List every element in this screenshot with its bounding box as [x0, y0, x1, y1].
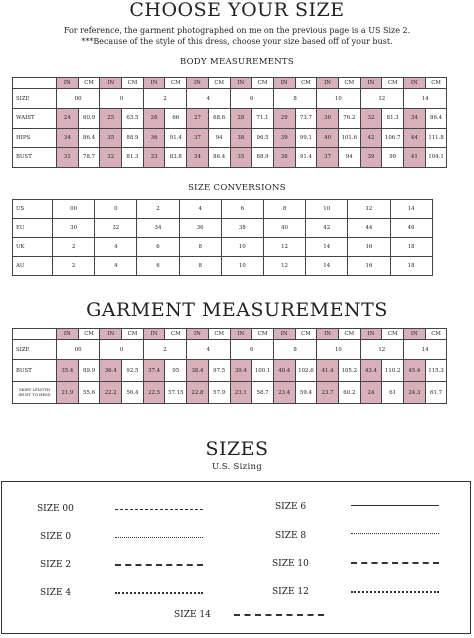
table-cell: 23.1 [230, 382, 252, 404]
table-cell: 34 [187, 148, 209, 168]
size-value: 6 [230, 340, 273, 360]
table-cell: 68.6 [208, 109, 230, 129]
table-cell: 4 [179, 200, 221, 219]
table-cell: 4 [95, 257, 137, 276]
table-cell: 00 [53, 200, 95, 219]
unit-header: IN [404, 329, 426, 340]
table-cell: 106.7 [382, 128, 404, 148]
table-cell: 27 [187, 109, 209, 129]
row-label: EU [13, 219, 53, 238]
table-cell: 36 [273, 148, 295, 168]
unit-header: IN [100, 78, 122, 89]
table-cell: 37.4 [143, 360, 165, 382]
row-label: BUST [13, 148, 57, 168]
table-cell: 61 [382, 382, 404, 404]
table-cell: 71.1 [252, 109, 274, 129]
table-cell: 35.4 [57, 360, 79, 382]
table-cell: 42 [360, 128, 382, 148]
table-row [13, 219, 433, 238]
table-cell: 59.4 [295, 382, 317, 404]
table-cell: 78.7 [78, 148, 100, 168]
table-cell: 58.7 [252, 382, 274, 404]
size-value: 4 [187, 340, 230, 360]
table-cell: 25 [100, 109, 122, 129]
table-cell: 2 [53, 257, 95, 276]
unit-header: CM [252, 329, 274, 340]
table-cell: 100.1 [252, 360, 274, 382]
table-cell: 16 [348, 257, 390, 276]
table-cell: 32 [100, 148, 122, 168]
size-line-6 [351, 505, 439, 506]
table-cell: 81.3 [382, 109, 404, 129]
table-cell: 22.2 [100, 382, 122, 404]
table-cell: 39.4 [230, 360, 252, 382]
units-row [13, 329, 447, 340]
unit-header: IN [273, 329, 295, 340]
table-cell: 36.4 [100, 360, 122, 382]
size-label: SIZE 8 [275, 531, 307, 541]
table-cell: 99 [382, 148, 404, 168]
size-value: 8 [273, 340, 316, 360]
table-cell: 24 [57, 109, 79, 129]
unit-header: IN [404, 78, 426, 89]
table-cell: 12 [263, 257, 305, 276]
blank-cell [13, 78, 57, 89]
table-cell: 8 [179, 238, 221, 257]
unit-header: CM [425, 78, 447, 89]
size-value: 6 [230, 89, 273, 109]
table-cell: 60.2 [338, 382, 360, 404]
table-cell: 32 [360, 109, 382, 129]
table-cell: 44 [404, 128, 426, 148]
table-cell: 76.2 [338, 109, 360, 129]
unit-header: CM [338, 78, 360, 89]
unit-header: IN [317, 329, 339, 340]
body-measurements-table [12, 77, 447, 168]
size-value: 4 [187, 89, 230, 109]
table-cell: 73.7 [295, 109, 317, 129]
size-line-0 [115, 537, 203, 538]
table-cell: 91.4 [295, 148, 317, 168]
table-cell: 104.1 [425, 148, 447, 168]
size-label: SIZE 4 [40, 588, 72, 598]
table-cell: 21.9 [57, 382, 79, 404]
garment-measurements-title: GARMENT MEASUREMENTS [86, 299, 388, 321]
table-cell: 10 [221, 238, 263, 257]
size-line-10 [351, 562, 439, 564]
table-cell: 18 [390, 257, 432, 276]
table-cell: 105.2 [338, 360, 360, 382]
table-cell: 33 [143, 148, 165, 168]
unit-header: CM [425, 329, 447, 340]
unit-header: IN [360, 329, 382, 340]
table-cell: 115.3 [425, 360, 447, 382]
table-cell: 88.9 [122, 128, 144, 148]
table-cell: 39 [273, 128, 295, 148]
row-label [13, 382, 57, 404]
row-label: SIZE [13, 89, 57, 109]
table-cell: 10 [306, 200, 348, 219]
table-cell: 36 [143, 128, 165, 148]
unit-header: CM [295, 329, 317, 340]
table-cell: 96.5 [252, 128, 274, 148]
table-cell: 4 [95, 238, 137, 257]
size-conversions-table [12, 199, 433, 276]
table-cell: 30 [53, 219, 95, 238]
table-cell: 101.6 [338, 128, 360, 148]
unit-header: CM [382, 78, 404, 89]
size-line-00 [115, 509, 203, 510]
table-cell: 88.9 [252, 148, 274, 168]
table-cell: 23.4 [273, 382, 295, 404]
row-label-line: SKIRT LENGTH [19, 386, 50, 392]
table-row [13, 109, 447, 129]
unit-header: CM [78, 78, 100, 89]
table-cell: 91.4 [165, 128, 187, 148]
size-value: 8 [273, 89, 316, 109]
units-row [13, 78, 447, 89]
table-cell: 35 [230, 148, 252, 168]
table-cell: 14 [390, 200, 432, 219]
table-cell: 38 [230, 128, 252, 148]
table-cell: 83.8 [165, 148, 187, 168]
sizes-title: SIZES [205, 438, 269, 460]
unit-header: CM [122, 329, 144, 340]
unit-header: CM [252, 78, 274, 89]
size-value: 2 [143, 340, 186, 360]
table-cell: 23.7 [317, 382, 339, 404]
table-cell: 34 [404, 109, 426, 129]
size-value: 14 [404, 89, 447, 109]
table-cell: 56.4 [122, 382, 144, 404]
row-label: WAIST [13, 109, 57, 129]
page-title: CHOOSE YOUR SIZE [129, 0, 345, 21]
size-line-8 [351, 533, 439, 534]
table-cell: 111.8 [425, 128, 447, 148]
unit-header: CM [208, 329, 230, 340]
table-cell: 61.7 [425, 382, 447, 404]
table-cell: 95 [165, 360, 187, 382]
unit-header: IN [57, 329, 79, 340]
table-cell: 37 [187, 128, 209, 148]
table-cell: 44 [348, 219, 390, 238]
table-cell: 94 [208, 128, 230, 148]
table-cell: 29 [273, 109, 295, 129]
table-cell: 102.6 [295, 360, 317, 382]
table-cell: 42 [306, 219, 348, 238]
size-value: 12 [360, 89, 403, 109]
table-cell: 37 [317, 148, 339, 168]
table-cell: 28 [230, 109, 252, 129]
table-cell: 2 [137, 200, 179, 219]
table-cell: 89.9 [78, 360, 100, 382]
size-label: SIZE 0 [40, 532, 72, 542]
size-label: SIZE 6 [275, 502, 307, 512]
unit-header: IN [230, 329, 252, 340]
size-value: 00 [57, 340, 100, 360]
table-cell: 2 [53, 238, 95, 257]
table-cell: 10 [221, 257, 263, 276]
table-cell: 22.5 [143, 382, 165, 404]
table-cell: 24.3 [404, 382, 426, 404]
table-cell: 16 [348, 238, 390, 257]
table-row [13, 200, 433, 219]
unit-header: IN [187, 78, 209, 89]
size-value: 12 [360, 340, 403, 360]
unit-header: CM [338, 329, 360, 340]
sizes-subtitle: U.S. Sizing [212, 462, 262, 472]
size-line-2 [115, 564, 203, 566]
table-cell: 110.2 [382, 360, 404, 382]
table-row [13, 148, 447, 168]
table-cell: 38.4 [187, 360, 209, 382]
table-cell: 26 [143, 109, 165, 129]
table-row [13, 360, 447, 382]
row-label: UK [13, 238, 53, 257]
reference-note: For reference, the garment photographed on me on the previous page is a US Size 2. [63, 26, 411, 35]
row-label: HIPS [13, 128, 57, 148]
table-cell: 18 [390, 238, 432, 257]
sizes-box [1, 481, 471, 634]
unit-header: IN [143, 329, 165, 340]
row-label: AU [13, 257, 53, 276]
table-row [13, 382, 447, 404]
row-label: US [13, 200, 53, 219]
table-cell: 40.4 [273, 360, 295, 382]
size-label: SIZE 2 [40, 560, 72, 570]
table-row [13, 238, 433, 257]
table-cell: 86.4 [208, 148, 230, 168]
table-cell: 38 [221, 219, 263, 238]
size-value: 10 [317, 340, 360, 360]
row-label: SIZE [13, 340, 57, 360]
unit-header: IN [187, 329, 209, 340]
unit-header: CM [122, 78, 144, 89]
table-cell: 41 [404, 148, 426, 168]
table-cell: 6 [137, 257, 179, 276]
table-cell: 0 [95, 200, 137, 219]
table-cell: 36 [179, 219, 221, 238]
size-row [13, 89, 447, 109]
table-cell: 41.4 [317, 360, 339, 382]
size-value: 0 [100, 89, 143, 109]
table-cell: 12 [348, 200, 390, 219]
unit-header: IN [317, 78, 339, 89]
size-value: 2 [143, 89, 186, 109]
size-value: 14 [404, 340, 447, 360]
size-value: 0 [100, 340, 143, 360]
table-cell: 14 [306, 257, 348, 276]
table-cell: 94 [338, 148, 360, 168]
blank-cell [13, 329, 57, 340]
row-label: BUST [13, 360, 57, 382]
table-row [13, 128, 447, 148]
unit-header: CM [165, 329, 187, 340]
table-cell: 60.9 [78, 109, 100, 129]
table-cell: 8 [263, 200, 305, 219]
garment-measurements-table [12, 328, 447, 404]
table-cell: 99.1 [295, 128, 317, 148]
table-cell: 34 [57, 128, 79, 148]
table-cell: 45.4 [404, 360, 426, 382]
table-cell: 30 [317, 109, 339, 129]
table-cell: 57.15 [165, 382, 187, 404]
table-cell: 63.5 [122, 109, 144, 129]
table-cell: 24 [360, 382, 382, 404]
table-cell: 81.3 [122, 148, 144, 168]
size-conversions-caption: SIZE CONVERSIONS [188, 183, 286, 193]
table-cell: 40 [317, 128, 339, 148]
table-cell: 66 [165, 109, 187, 129]
row-label-line: (BUST TO HEM) [18, 391, 51, 397]
size-label: SIZE 14 [174, 610, 211, 620]
body-measurements-caption: BODY MEASUREMENTS [179, 57, 295, 67]
table-cell: 97.5 [208, 360, 230, 382]
table-cell: 12 [263, 238, 305, 257]
size-row [13, 340, 447, 360]
unit-header: CM [78, 329, 100, 340]
table-cell: 34 [137, 219, 179, 238]
size-value: 10 [317, 89, 360, 109]
unit-header: IN [273, 78, 295, 89]
table-cell: 6 [221, 200, 263, 219]
bust-note: ***Because of the style of this dress, choose your size based off of your bust. [81, 37, 393, 46]
table-cell: 43.4 [360, 360, 382, 382]
table-cell: 14 [306, 238, 348, 257]
size-line-12 [351, 591, 439, 593]
table-cell: 86.4 [425, 109, 447, 129]
table-cell: 31 [57, 148, 79, 168]
unit-header: CM [382, 329, 404, 340]
table-cell: 86.4 [78, 128, 100, 148]
size-label: SIZE 10 [272, 559, 309, 569]
table-cell: 39 [360, 148, 382, 168]
size-label: SIZE 00 [37, 504, 74, 514]
unit-header: IN [230, 78, 252, 89]
table-cell: 55.6 [78, 382, 100, 404]
size-value: 00 [57, 89, 100, 109]
table-cell: 22.8 [187, 382, 209, 404]
table-cell: 92.5 [122, 360, 144, 382]
table-cell: 57.9 [208, 382, 230, 404]
table-cell: 46 [390, 219, 432, 238]
table-row [13, 257, 433, 276]
size-line-4 [115, 592, 203, 594]
table-cell: 40 [263, 219, 305, 238]
unit-header: CM [295, 78, 317, 89]
unit-header: IN [360, 78, 382, 89]
unit-header: IN [57, 78, 79, 89]
unit-header: IN [100, 329, 122, 340]
unit-header: IN [143, 78, 165, 89]
size-label: SIZE 12 [272, 587, 309, 597]
size-line-14 [234, 614, 324, 616]
unit-header: CM [208, 78, 230, 89]
table-cell: 35 [100, 128, 122, 148]
table-cell: 6 [137, 238, 179, 257]
table-cell: 8 [179, 257, 221, 276]
table-cell: 32 [95, 219, 137, 238]
unit-header: CM [165, 78, 187, 89]
